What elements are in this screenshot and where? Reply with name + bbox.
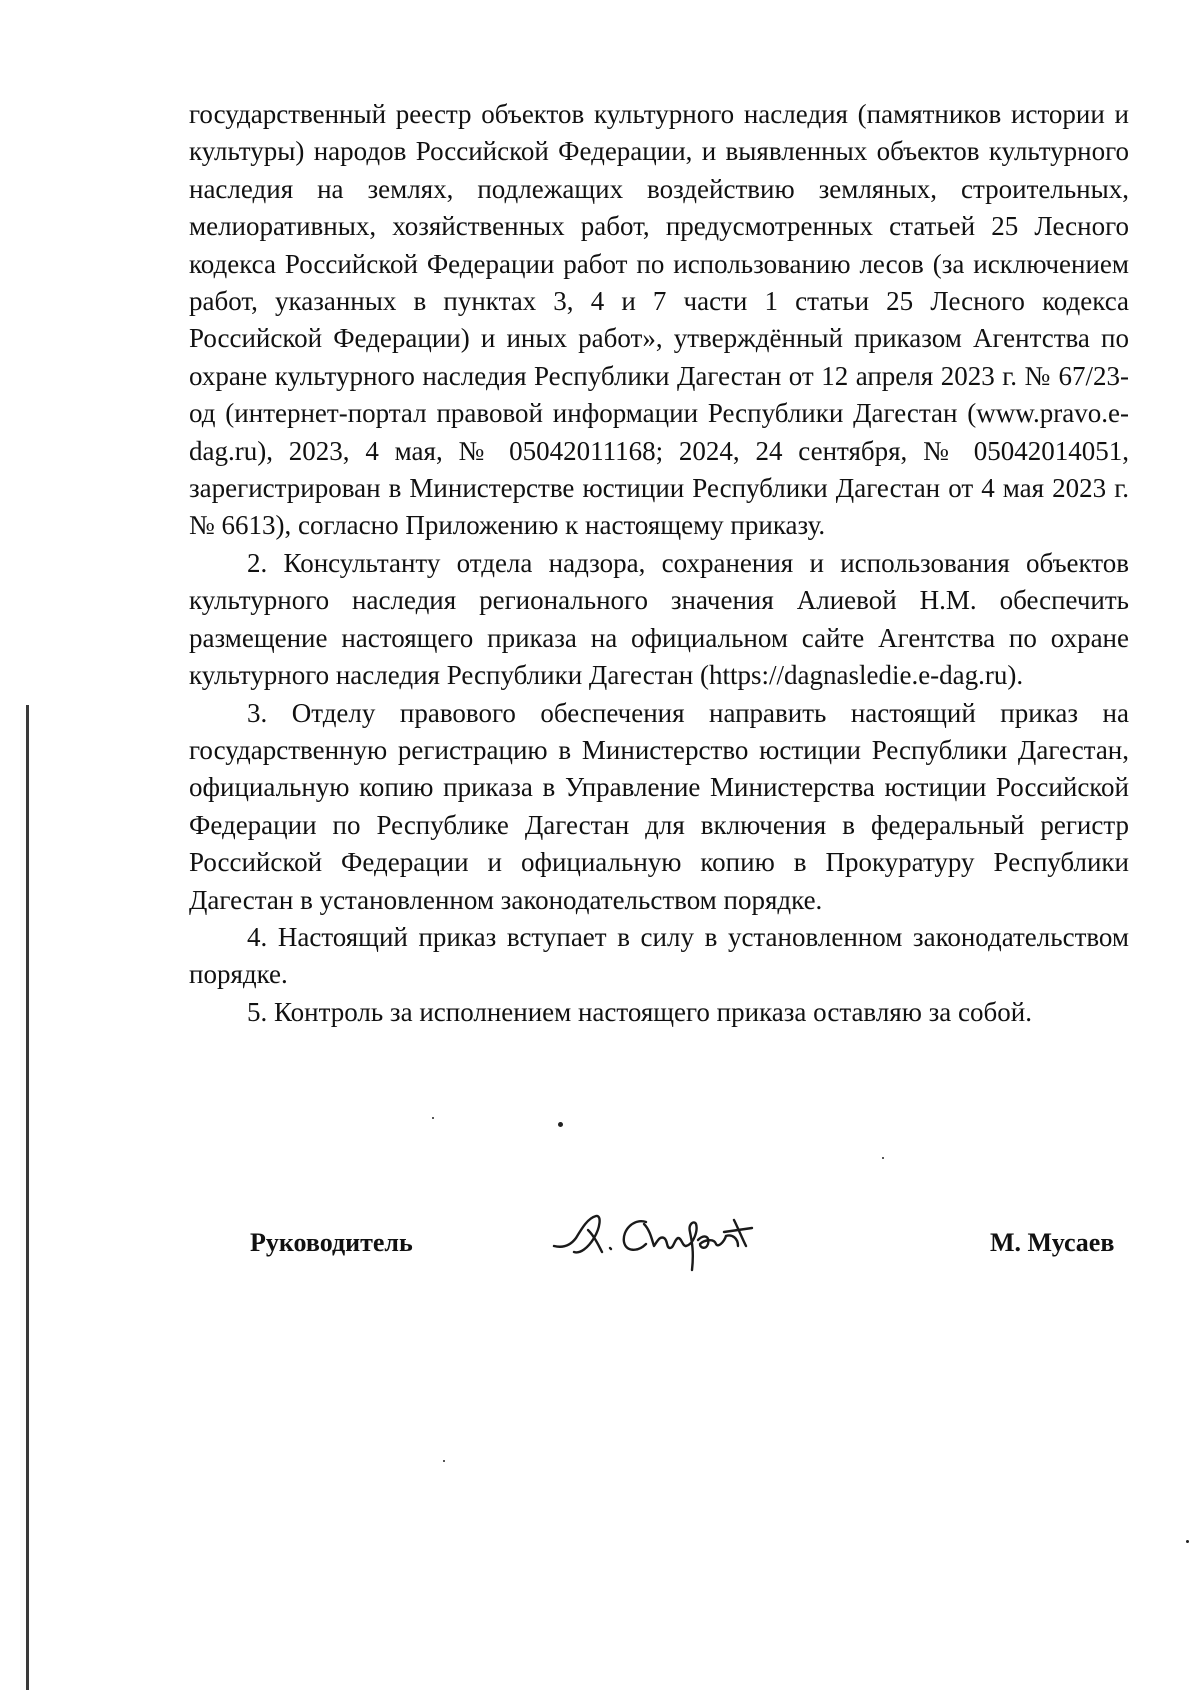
paragraph-4: 4. Настоящий приказ вступает в силу в установленном законодательством порядке. <box>189 921 1129 990</box>
signature-block <box>0 1200 1200 1290</box>
signer-name: М. Мусаев <box>990 1228 1115 1257</box>
paragraph-2: 2. Консультанту отдела надзора, сохранения и использования объектов культурного наследия регионального значения Алиевой Н.М. обеспечить размещение настоящего приказа на официальном сайте Агентства по охране культурного наследия Республики Дагестан (https://dagnasledie.e-dag.ru). <box>189 547 1129 691</box>
scan-speck <box>1186 1540 1189 1543</box>
signer-position: Руководитель <box>250 1228 413 1257</box>
scan-speck <box>432 1117 434 1119</box>
handwritten-signature-icon <box>548 1200 778 1290</box>
scan-edge-line <box>26 705 29 1690</box>
paragraph-1: государственный реестр объектов культурного наследия (памятников истории и культуры) народов Российской Федерации, и выявленных объектов культурного наследия на землях, подлежащих воздействию земляных, строительных, мелиоративных, хозяйственных работ, предусмотренных статьей 25 Лесного кодекса Российской Федерации работ по использованию лесов (за исключением работ, указанных в пунктах 3, 4 и 7 части 1 статьи 25 Лесного кодекса Российской Федерации) и иных работ», утверждённый приказом Агентства по охране культурного наследия Республики Дагестан от 12 апреля 2023 г. № 67/23-од (интернет-портал правовой информации Республики Дагестан (www.pravo.e-dag.ru), 2023, 4 мая, № 05042011168; 2024, 24 сентября, № 05042014051, зарегистрирован в Министерстве юстиции Республики Дагестан от 4 мая 2023 г. № 6613), согласно Приложению к настоящему приказу. <box>189 99 1129 541</box>
scan-speck <box>443 1460 445 1462</box>
paragraph-3: 3. Отделу правового обеспечения направить настоящий приказ на государственную регистрацию в Министерство юстиции Республики Дагестан, официальную копию приказа в Управление Министерства юстиции Российской Федерации по Республике Дагестан для включения в федеральный регистр Российской Федерации и официальную копию в Прокуратуру Республики Дагестан в установленном законодательством порядке. <box>189 697 1129 915</box>
paragraph-5: 5. Контроль за исполнением настоящего приказа оставляю за собой. <box>247 996 1032 1027</box>
scan-speck <box>558 1122 563 1127</box>
scan-speck <box>882 1157 884 1159</box>
document-body <box>189 96 1129 1031</box>
